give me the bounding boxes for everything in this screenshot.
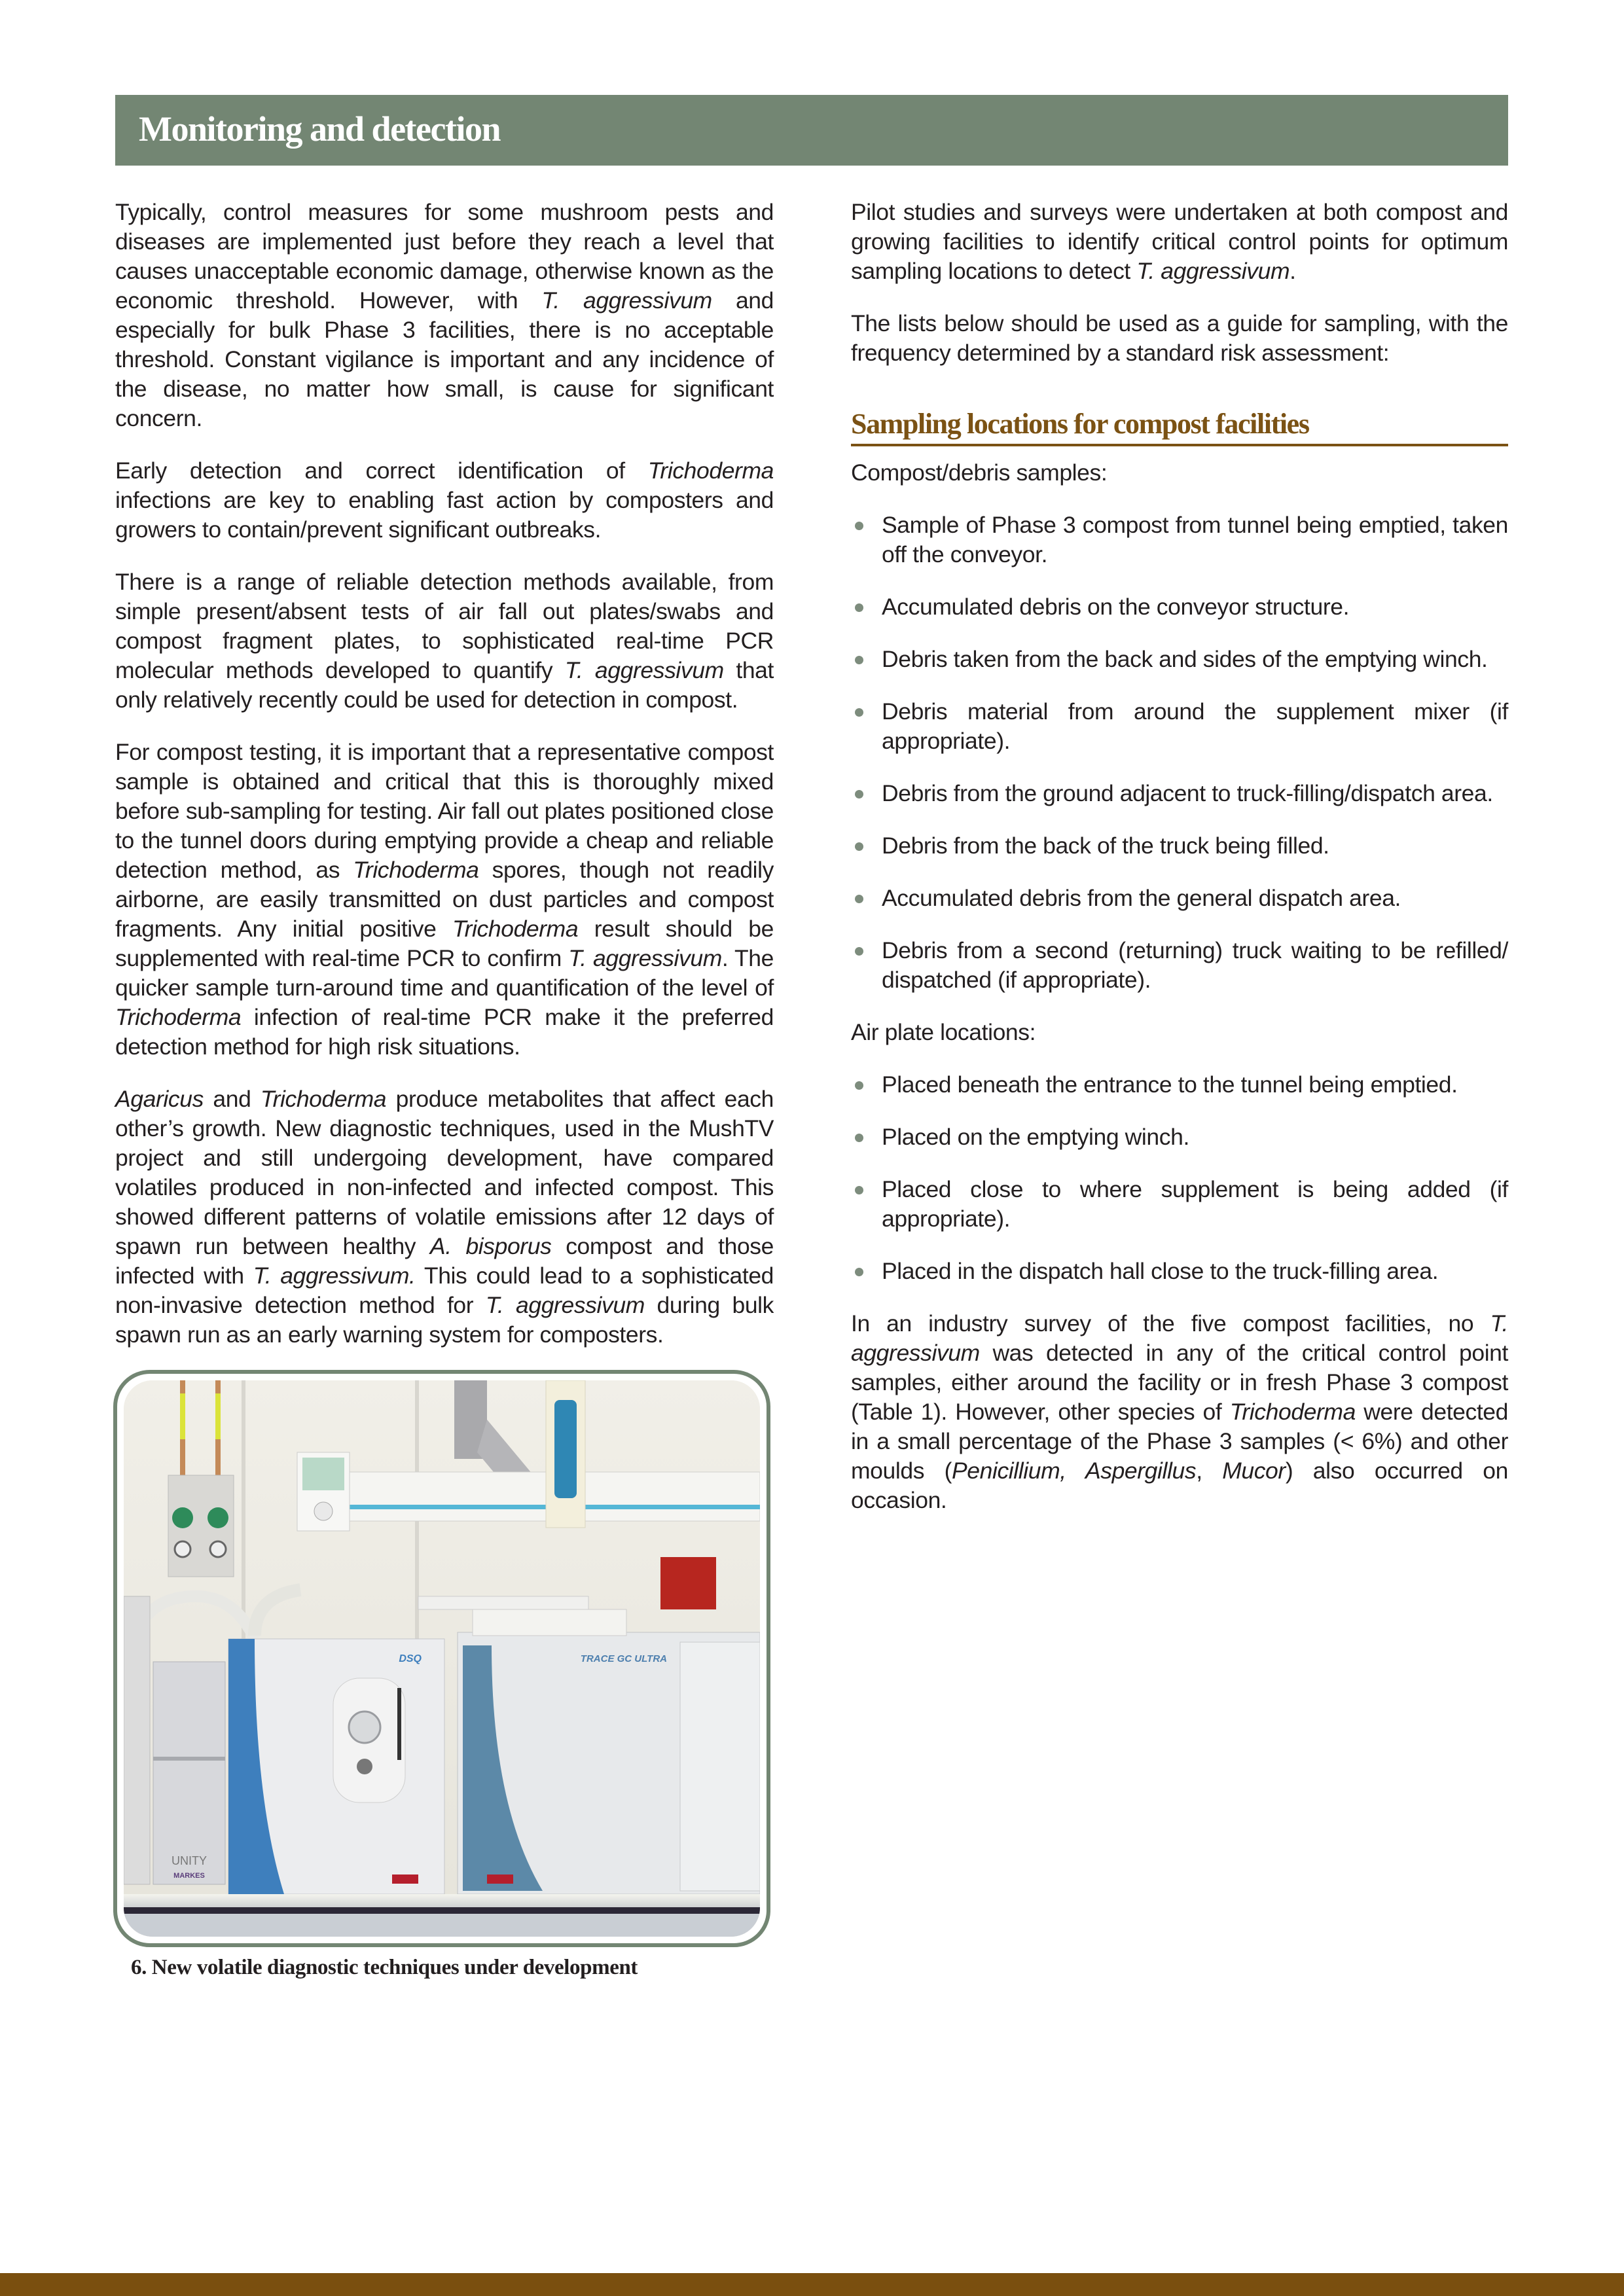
list-item-text: Accumulated debris from the general dispatch area. (882, 885, 1401, 911)
bullet-icon (855, 1134, 863, 1142)
species-name: Trichoderma (115, 1004, 242, 1030)
bullet-icon (855, 1268, 863, 1276)
species-name: Penicillium, Aspergillus (952, 1458, 1197, 1484)
list-item-text: Debris from a second (returning) truck waiting to be refilled/ dispatched (if appropriate). (882, 937, 1508, 993)
species-name: T. aggressivum (1136, 258, 1290, 284)
bullet-icon (855, 790, 863, 798)
list-item-text: Sample of Phase 3 compost from tunnel being emptied, taken off the conveyor. (882, 512, 1508, 567)
list-item (851, 1175, 1508, 1234)
species-name: Trichoderma (260, 1086, 387, 1112)
thermo-badge (392, 1874, 418, 1884)
paragraph: Typically, control measures for some mushroom pests and diseases are implemented just before they reach a level that causes unacceptable economic damage, otherwise known as the economic threshold. However, with T. aggressivum and especially for bulk Phase 3 facilities, there is no acceptable threshold. Constant vigilance is important and any incidence of the disease, no matter how small, is cause for significant concern. (115, 199, 774, 431)
bullet-icon (855, 522, 863, 530)
list-item (851, 592, 1508, 622)
list-item (851, 1122, 1508, 1152)
list-item (851, 884, 1508, 913)
air-plate-list (851, 1070, 1508, 1286)
species-name: Agaricus (115, 1086, 204, 1112)
air-plate-label: Air plate locations: (851, 1019, 1036, 1045)
section-header-bar (115, 95, 1508, 166)
list-item-text: Debris from the ground adjacent to truck-filling/dispatch area. (882, 780, 1493, 806)
list-item (851, 779, 1508, 808)
species-name: T. aggressivum (851, 1310, 1508, 1366)
page-title: Monitoring and detection (139, 109, 500, 149)
species-name: T. aggressivum (541, 287, 712, 314)
section-heading: Sampling locations for compost facilities (851, 406, 1508, 446)
paragraph: Early detection and correct identification of Trichoderma infections are key to enabling fast action by composters and growers to contain/prevent significant outbreaks. (115, 457, 774, 543)
bullet-icon (855, 947, 863, 956)
list-item-text: Placed in the dispatch hall close to the truck-filling area. (882, 1258, 1439, 1284)
trace-gc-label: TRACE GC ULTRA (580, 1653, 667, 1664)
species-name: Trichoderma (452, 916, 579, 942)
list-item-text: Placed on the emptying winch. (882, 1124, 1189, 1150)
list-item-text: Accumulated debris on the conveyor structure. (882, 594, 1350, 620)
list-item (851, 936, 1508, 995)
bullet-icon (855, 708, 863, 717)
list-item-text: Debris material from around the supplement mixer (if appropriate). (882, 698, 1508, 754)
species-name: Trichoderma (1229, 1399, 1356, 1425)
list-item-text: Placed beneath the entrance to the tunnel being emptied. (882, 1071, 1458, 1098)
species-name: T. aggressivum (485, 1292, 645, 1318)
footer-bar (0, 2273, 1624, 2296)
paragraph: For compost testing, it is important that a representative compost sample is obtained and critical that this is thoroughly mixed before sub-sampling for testing. Air fall out plates positioned close to the tunnel doors during emptying provide a cheap and reliable detection method, as Trichoderma spores, though not readily airborne, are easily transmitted on dust particles and compost fragments. Any initial positive Trichoderma result should be supplemented with real-time PCR to confirm T. aggressivum. The quicker sample turn-around time and quantification of the level of Trichoderma infection of real-time PCR make it the preferred detection method for high risk situations. (115, 739, 774, 1060)
svg-text:MARKES: MARKES (173, 1872, 205, 1880)
figure-caption: 6. New volatile diagnostic techniques under development (131, 1956, 638, 1979)
paragraph: In an industry survey of the five compost facilities, no T. aggressivum was detected in any of the critical control point samples, either around the facility or in fresh Phase 3 compost (Table 1). However, other species of Trichoderma were detected in a small percentage of the Phase 3 samples (< 6%) and other moulds (Penicillium, Aspergillus, Mucor) also occurred on occasion. (851, 1310, 1508, 1513)
lab-instruments-photo (124, 1380, 760, 1937)
gc-ms-instrument-illustration (124, 1380, 760, 1937)
compost-samples-label: Compost/debris samples: (851, 459, 1108, 486)
bullet-icon (855, 656, 863, 664)
species-name: Mucor (1222, 1458, 1286, 1484)
list-item (851, 831, 1508, 861)
list-item (851, 697, 1508, 756)
list-item-text: Debris from the back of the truck being filled. (882, 833, 1329, 859)
bullet-icon (855, 603, 863, 612)
bullet-icon (855, 895, 863, 903)
species-name: Trichoderma (353, 857, 479, 883)
desorber-label: UNITY (171, 1854, 207, 1867)
list-item (851, 645, 1508, 674)
list-item (851, 511, 1508, 569)
list-item-text: Placed close to where supplement is being added (if appropriate). (882, 1176, 1508, 1232)
species-name: T. aggressivum. (253, 1263, 416, 1289)
list-item-text: Debris taken from the back and sides of the emptying winch. (882, 646, 1488, 672)
compost-samples-list (851, 511, 1508, 995)
right-column (851, 198, 1508, 1538)
list-item (851, 1070, 1508, 1100)
bullet-icon (855, 1081, 863, 1090)
species-name: A. bisporus (429, 1233, 552, 1259)
paragraph: The lists below should be used as a guide for sampling, with the frequency determined by a standard risk assessment: (851, 310, 1508, 366)
list-item (851, 1257, 1508, 1286)
paragraph: There is a range of reliable detection methods available, from simple present/absent tests of air fall out plates/swabs and compost fragment plates, to sophisticated real-time PCR molecular methods developed to quantify T. aggressivum that only relatively recently could be used for detection in compost. (115, 569, 774, 713)
species-name: Trichoderma (647, 457, 774, 484)
bullet-icon (855, 842, 863, 851)
paragraph: Pilot studies and surveys were undertaken at both compost and growing facilities to identify critical control points for optimum sampling locations to detect T. aggressivum. (851, 199, 1508, 284)
dsq-label: DSQ (399, 1653, 422, 1664)
figure-photo-frame (113, 1370, 770, 1947)
bullet-icon (855, 1186, 863, 1194)
species-name: T. aggressivum (564, 657, 724, 683)
left-column (115, 198, 774, 1372)
species-name: T. aggressivum (568, 945, 722, 971)
paragraph: Agaricus and Trichoderma produce metabolites that affect each other’s growth. New diagnostic techniques, used in the MushTV project and still undergoing development, have compared volatiles produced in non-infected and infected compost. This showed different patterns of volatile emissions after 12 days of spawn run between healthy A. bisporus compost and those infected with T. aggressivum. This could lead to a sophisticated non-invasive detection method for T. aggressivum during bulk spawn run as an early warning system for composters. (115, 1086, 774, 1348)
